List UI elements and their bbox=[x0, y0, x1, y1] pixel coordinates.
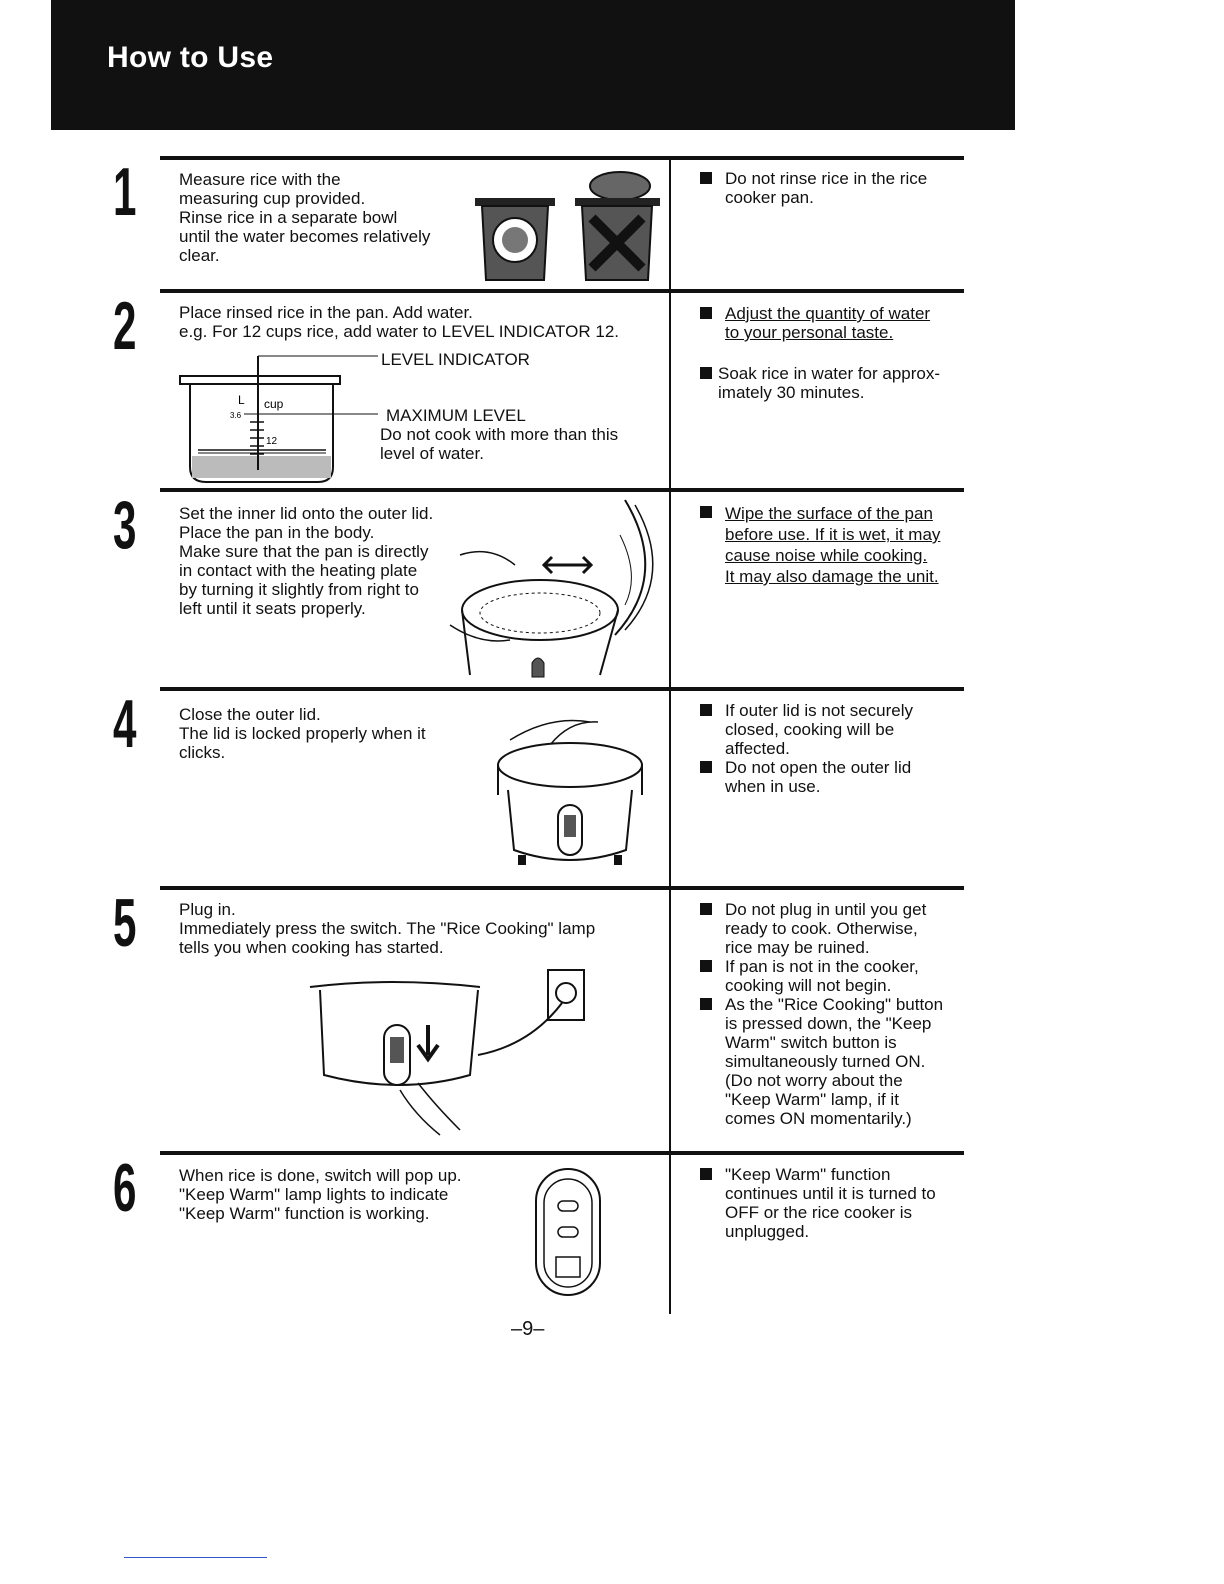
bullet-icon bbox=[700, 903, 712, 915]
step-2-number: 2 bbox=[113, 288, 137, 364]
step-3-instruction: Set the inner lid onto the outer lid. Place the pan in the body. Make sure that the pan is directly in contact with the heating plate by turning it slightly from right to left until it seats properly. bbox=[179, 504, 434, 618]
bullet-icon bbox=[700, 960, 712, 972]
step-4-notes bbox=[700, 701, 962, 796]
bullet-icon bbox=[700, 998, 712, 1010]
step-5-number: 5 bbox=[113, 885, 137, 961]
plug bbox=[556, 983, 576, 1003]
step-5-rule bbox=[160, 886, 964, 890]
step-4-rule bbox=[160, 687, 964, 691]
circle-ok-inner bbox=[502, 227, 528, 253]
hand bbox=[510, 720, 598, 745]
step-2-notes bbox=[700, 304, 962, 402]
lid bbox=[498, 743, 642, 787]
bullet-icon bbox=[700, 704, 712, 716]
bullet-icon bbox=[700, 1168, 712, 1180]
pan-placement-illustration bbox=[440, 495, 665, 680]
bullet-icon bbox=[700, 307, 712, 319]
step-4-instruction: Close the outer lid. The lid is locked properly when it clicks. bbox=[179, 705, 426, 762]
plug-in-illustration bbox=[300, 965, 600, 1137]
step-6-note-1: "Keep Warm" function continues until it is turned to OFF or the rice cooker is unplugged. bbox=[700, 1165, 962, 1241]
step-6-notes bbox=[700, 1165, 962, 1241]
lid-edge bbox=[310, 982, 480, 987]
open-lid-edge bbox=[625, 505, 653, 630]
switch bbox=[390, 1037, 404, 1063]
keep-warm-switch-illustration bbox=[530, 1165, 605, 1300]
step-5-note-3: As the "Rice Cooking" button is pressed down, the "Keep Warm" switch button is simultaneously turned ON. (Do not worry about the "Keep Warm" lamp, if it comes ON momentarily.) bbox=[700, 995, 962, 1128]
water-level-diagram bbox=[178, 352, 378, 484]
step-1-instruction: Measure rice with the measuring cup provided. Rinse rice in a separate bowl until the water becomes relatively clear. bbox=[179, 170, 431, 265]
bowl-rim-right bbox=[575, 198, 660, 206]
step-1-number: 1 bbox=[113, 154, 137, 230]
page-number: –9– bbox=[511, 1318, 545, 1340]
step-6-rule bbox=[160, 1151, 964, 1155]
level-indicator-label: LEVEL INDICATOR bbox=[381, 350, 530, 369]
step-5-note-1: Do not plug in until you get ready to cook. Otherwise, rice may be ruined. bbox=[700, 900, 962, 957]
open-lid bbox=[615, 500, 645, 635]
step-3-note-1: Wipe the surface of the pan before use. If it is wet, it may cause noise while cooking. It may also damage the unit. bbox=[700, 503, 962, 587]
foot bbox=[614, 855, 622, 865]
close-lid-illustration bbox=[490, 700, 660, 870]
step-4-note-1: If outer lid is not securely closed, cooking will be affected. bbox=[700, 701, 962, 758]
step-1-rule bbox=[160, 156, 964, 160]
switch-button bbox=[556, 1257, 580, 1277]
hand bbox=[400, 1083, 460, 1135]
lamp-icon bbox=[558, 1201, 578, 1211]
step-4-number: 4 bbox=[113, 686, 137, 762]
maximum-level-desc: Do not cook with more than this level of water. bbox=[380, 425, 619, 463]
bullet-icon bbox=[700, 761, 712, 773]
page-title: How to Use bbox=[107, 41, 274, 74]
rice-heap bbox=[590, 172, 650, 200]
bullet-icon bbox=[700, 506, 712, 518]
step-1-note-1: Do not rinse rice in the rice cooker pan. bbox=[700, 169, 962, 207]
switch bbox=[532, 658, 544, 677]
bullet-icon bbox=[700, 172, 712, 184]
switch bbox=[564, 815, 576, 837]
rice-rinse-illustration bbox=[470, 168, 670, 283]
step-2-instruction: Place rinsed rice in the pan. Add water. e.g. For 12 cups rice, add water to LEVEL INDICATOR 12. bbox=[179, 303, 619, 341]
scale-label-12: 12 bbox=[266, 436, 278, 447]
bullet-icon bbox=[700, 367, 712, 379]
step-4-note-2: Do not open the outer lid when in use. bbox=[700, 758, 962, 796]
step-2-note-2: Soak rice in water for approx- imately 30 minutes. bbox=[700, 364, 962, 402]
step-3-rule bbox=[160, 488, 964, 492]
step-2-note-1: Adjust the quantity of water to your personal taste. bbox=[700, 304, 962, 342]
step-5-note-2: If pan is not in the cooker, cooking will not begin. bbox=[700, 957, 962, 995]
page-header bbox=[51, 0, 1015, 130]
scale-label-l: L bbox=[238, 393, 245, 407]
maximum-level-label: MAXIMUM LEVEL bbox=[386, 406, 526, 425]
foot bbox=[518, 855, 526, 865]
inner-lid bbox=[620, 535, 631, 605]
step-6-instruction: When rice is done, switch will pop up. "Keep Warm" lamp lights to indicate "Keep Warm" function is working. bbox=[179, 1166, 462, 1223]
footer-line bbox=[124, 1557, 267, 1558]
rotate-arrow-icon bbox=[544, 557, 591, 573]
scale-label-36: 3.6 bbox=[230, 411, 242, 420]
step-6-number: 6 bbox=[113, 1150, 137, 1226]
step-5-notes bbox=[700, 900, 962, 1128]
scale-label-cup: cup bbox=[264, 397, 284, 411]
step-3-number: 3 bbox=[113, 487, 137, 563]
pan-top bbox=[462, 580, 618, 640]
step-2-rule bbox=[160, 289, 964, 293]
step-5-instruction: Plug in. Immediately press the switch. The "Rice Cooking" lamp tells you when cooking has started. bbox=[179, 900, 596, 957]
pan-rim bbox=[180, 376, 340, 384]
step-3-notes bbox=[700, 503, 962, 587]
bowl-rim-left bbox=[475, 198, 555, 206]
lamp-icon bbox=[558, 1227, 578, 1237]
step-1-notes bbox=[700, 169, 962, 207]
rice-layer bbox=[192, 456, 331, 478]
column-divider bbox=[669, 158, 671, 1314]
